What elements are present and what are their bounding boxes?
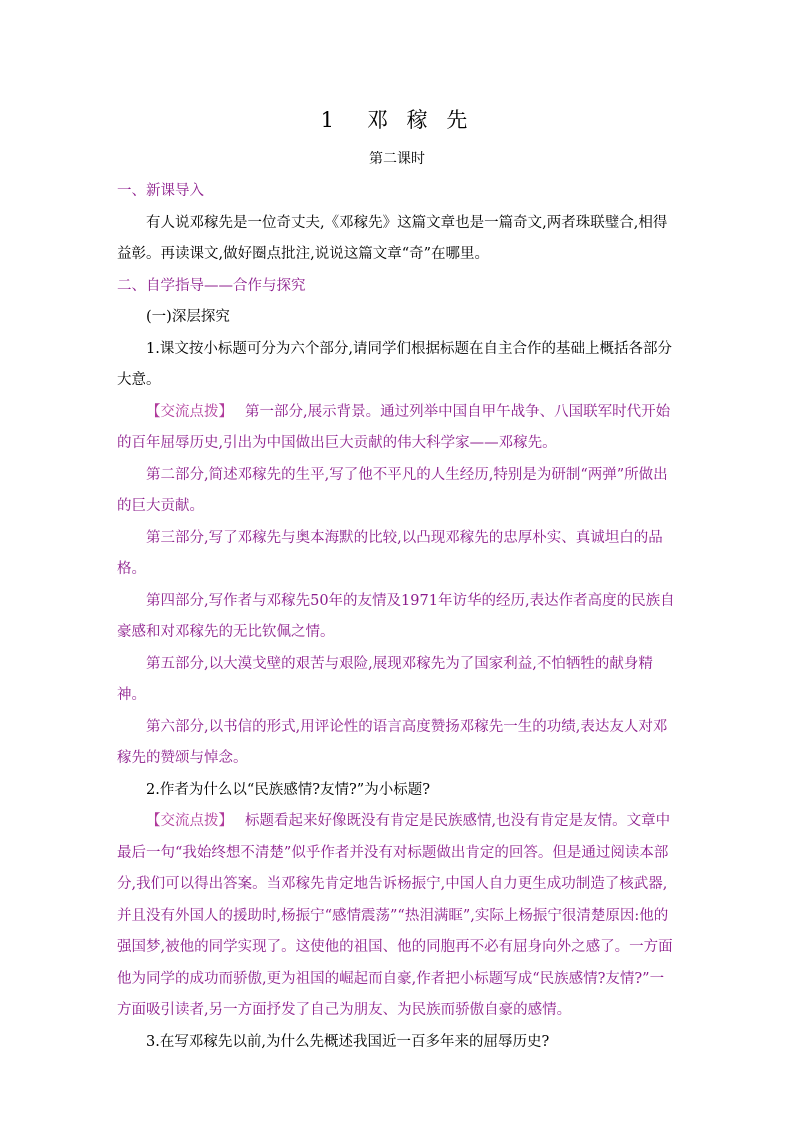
answer-2-text: 标题看起来好像既没有肯定是民族感情,也没有肯定是友情。文章中最后一句“我始终想不清楚”似乎作者并没有对标题做出肯定的回答。但是通过阅读本部分,我们可以得出答案。当邓稼先肯定地告诉杨振宁,中国人自力更生成功制造了核武器,并且没有外国人的援助时,杨振宁“感情震荡”“热泪满眶”,实际上杨振宁很清楚原因:他的强国梦,被他的同学实现了。这使他的祖国、他的同胞再不必有屈身向外之感了。一方面他为同学的成功而骄傲,更为祖国的崛起而自豪,作者把小标题写成“民族感情?友情?”一方面吸引读者,另一方面抒发了自己为朋友、为民族而骄傲自豪的感情。 bbox=[117, 813, 673, 1018]
answer-1-part-5: 第五部分,以大漠戈壁的艰苦与艰险,展现邓稼先为了国家利益,不怕牺牲的献身精神。 bbox=[117, 655, 653, 703]
answer-1-part-1 bbox=[117, 397, 677, 460]
section-heading-2: 二、自学指导——合作与探究 bbox=[117, 277, 306, 294]
answer-1-part-4: 第四部分,写作者与邓稼先50年的友情及1971年访华的经历,表达作者高度的民族自豪感和对邓稼先的无比钦佩之情。 bbox=[117, 592, 675, 640]
question-1: 1.课文按小标题可分为六个部分,请同学们根据标题在自主合作的基础上概括各部分大意。 bbox=[117, 340, 672, 388]
subsection-heading: (一)深层探究 bbox=[146, 309, 230, 325]
answer-1-part-6: 第六部分,以书信的形式,用评论性的语言高度赞扬邓稼先一生的功绩,表达友人对邓稼先的赞颂与悼念。 bbox=[117, 718, 668, 766]
exchange-tag: 【交流点拨】 bbox=[146, 403, 233, 420]
answer-1-part-1-text: 第一部分,展示背景。通过列举中国自甲午战争、八国联军时代开始的百年屈辱历史,引出为中国做出巨大贡献的伟大科学家——邓稼先。 bbox=[117, 403, 671, 451]
question-3: 3.在写邓稼先以前,为什么先概述我国近一百多年来的屈辱历史? bbox=[146, 1033, 550, 1050]
section-heading-1: 一、新课导入 bbox=[117, 183, 204, 199]
page-subtitle: 第二课时 bbox=[369, 151, 425, 167]
exchange-tag-2: 【交流点拨】 bbox=[146, 813, 233, 829]
answer-1-part-2: 第二部分,简述邓稼先的生平,写了他不平凡的人生经历,特别是为研制“两弹”所做出的巨大贡献。 bbox=[117, 466, 668, 514]
answer-1-part-3: 第三部分,写了邓稼先与奥本海默的比较,以凸现邓稼先的忠厚朴实、真诚坦白的品格。 bbox=[117, 529, 663, 577]
document-body bbox=[117, 176, 677, 1058]
intro-paragraph: 有人说邓稼先是一位奇丈夫,《邓稼先》这篇文章也是一篇奇文,两者珠联璧合,相得益彰。再读课文,做好圈点批注,说说这篇文章“奇”在哪里。 bbox=[117, 214, 668, 262]
answer-2 bbox=[117, 806, 677, 1027]
page-title: 1 邓 稼 先 bbox=[320, 108, 474, 132]
question-2: 2.作者为什么以“民族感情?友情?”为小标题? bbox=[146, 781, 430, 798]
